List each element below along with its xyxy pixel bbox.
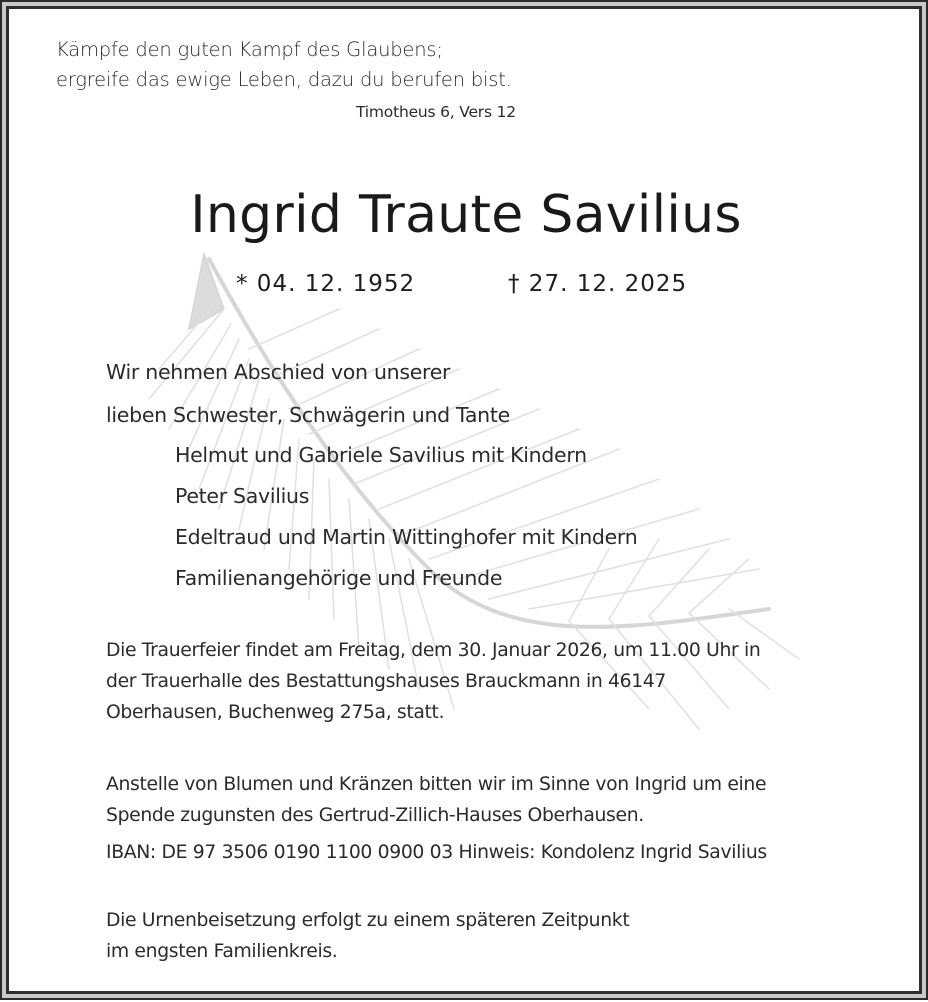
mourner-entry: Edeltraud und Martin Wittinghofer mit Kindern bbox=[175, 525, 638, 549]
donation-request bbox=[106, 769, 766, 831]
obituary-content bbox=[9, 9, 923, 995]
verse-line: ergreife das ewige Leben, dazu du berufen bist. bbox=[56, 68, 512, 91]
farewell-intro bbox=[106, 351, 510, 437]
birth-date: * 04. 12. 1952 bbox=[236, 271, 416, 297]
mourners-list bbox=[175, 435, 637, 599]
donation-line: Anstelle von Blumen und Kränzen bitten wir im Sinne von Ingrid um eine bbox=[106, 774, 767, 795]
iban-line: IBAN: DE 97 3506 0190 1100 0900 03 Hinweis: Kondolenz Ingrid Savilius bbox=[106, 842, 767, 863]
intro-line: Wir nehmen Abschied von unserer bbox=[106, 360, 451, 384]
verse-reference: Timotheus 6, Vers 12 bbox=[356, 103, 516, 121]
funeral-line: Oberhausen, Buchenweg 275a, statt. bbox=[106, 702, 445, 723]
burial-line: Die Urnenbeisetzung erfolgt zu einem späteren Zeitpunkt bbox=[106, 910, 630, 931]
burial-line: im engsten Familienkreis. bbox=[106, 941, 338, 962]
funeral-line: Die Trauerfeier findet am Freitag, dem 30. Januar 2026, um 11.00 Uhr in bbox=[106, 640, 761, 661]
obituary-card bbox=[6, 6, 922, 994]
mourner-entry: Helmut und Gabriele Savilius mit Kindern bbox=[175, 443, 587, 467]
burial-notice bbox=[106, 905, 629, 967]
intro-line: lieben Schwester, Schwägerin und Tante bbox=[106, 403, 510, 427]
deceased-name: Ingrid Traute Savilius bbox=[190, 185, 742, 245]
death-date: † 27. 12. 2025 bbox=[508, 271, 688, 297]
mourner-entry: Familienangehörige und Freunde bbox=[175, 566, 503, 590]
donation-line: Spende zugunsten des Gertrud-Zillich-Hauses Oberhausen. bbox=[106, 805, 644, 826]
mourner-entry: Peter Savilius bbox=[175, 484, 310, 508]
funeral-notice bbox=[106, 635, 760, 728]
verse-line: Kämpfe den guten Kampf des Glaubens; bbox=[56, 38, 443, 61]
bible-verse bbox=[56, 35, 512, 95]
funeral-line: der Trauerhalle des Bestattungshauses Brauckmann in 46147 bbox=[106, 671, 667, 692]
